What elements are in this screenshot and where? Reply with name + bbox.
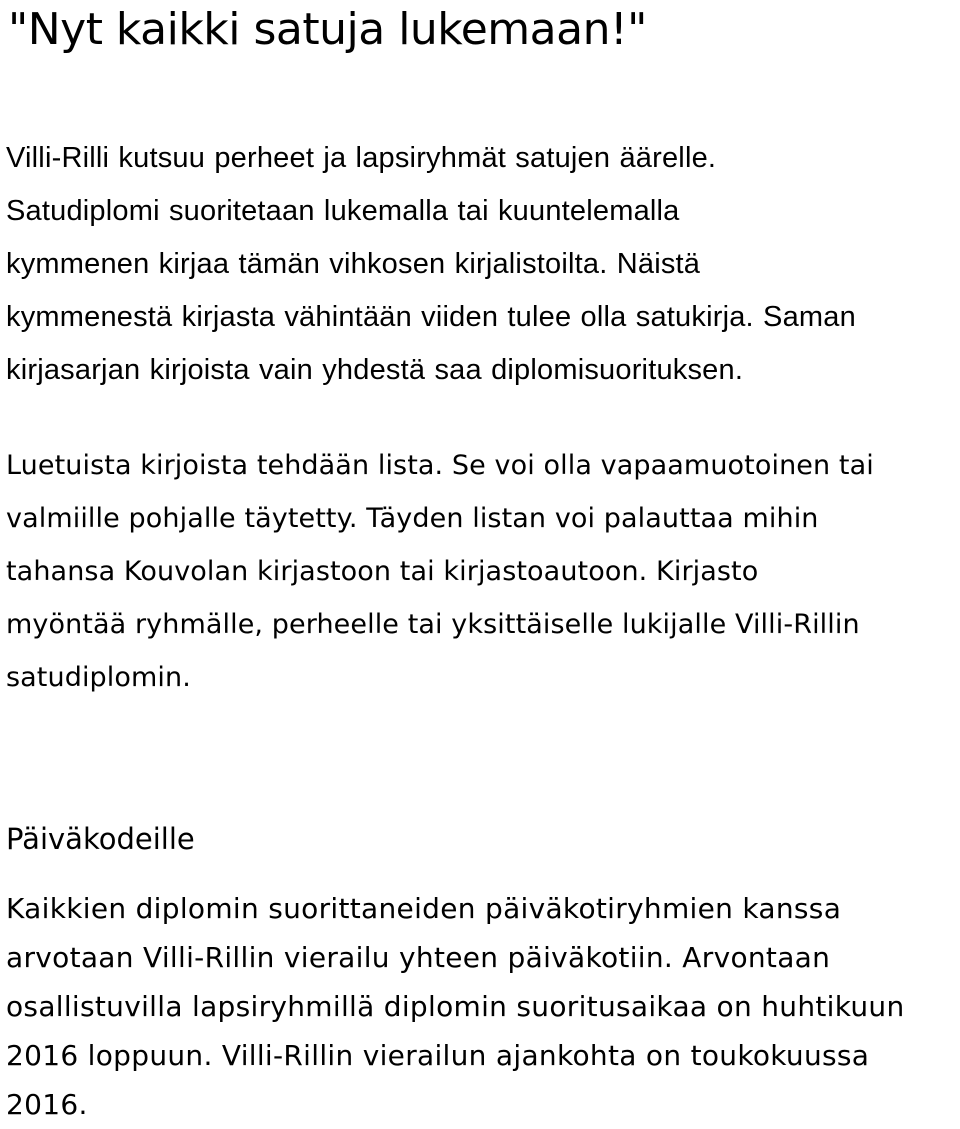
text-line: satudiplomin. xyxy=(6,662,191,693)
text-line: 2016. xyxy=(6,1088,88,1121)
text-line: arvotaan Villi-Rillin vierailu yhteen päiväkotiin. Arvontaan xyxy=(6,941,831,974)
intro-paragraph xyxy=(6,132,856,397)
text-line: tahansa Kouvolan kirjastoon tai kirjastoautoon. Kirjasto xyxy=(6,556,759,587)
text-line: Satudiplomi suoritetaan lukemalla tai kuuntelemalla xyxy=(6,195,680,227)
text-line: osallistuvilla lapsiryhmillä diplomin suoritusaikaa on huhtikuun xyxy=(6,990,905,1023)
text-line: valmiille pohjalle täytetty. Täyden listan voi palauttaa mihin xyxy=(6,503,819,534)
text-line: kirjasarjan kirjoista vain yhdestä saa diplomisuorituksen. xyxy=(6,354,744,386)
text-line: kymmenen kirjaa tämän vihkosen kirjalistoilta. Näistä xyxy=(6,248,701,280)
text-line: myöntää ryhmälle, perheelle tai yksittäiselle lukijalle Villi-Rillin xyxy=(6,609,860,640)
text-line: Kaikkien diplomin suorittaneiden päiväkotiryhmien kanssa xyxy=(6,892,842,925)
page-title: "Nyt kaikki satuja lukemaan!" xyxy=(8,4,647,55)
section-paragraph xyxy=(6,884,905,1129)
text-line: Villi-Rilli kutsuu perheet ja lapsiryhmät satujen äärelle. xyxy=(6,142,717,174)
text-line: kymmenestä kirjasta vähintään viiden tulee olla satukirja. Saman xyxy=(6,301,856,333)
text-line: Luetuista kirjoista tehdään lista. Se voi olla vapaamuotoinen tai xyxy=(6,450,874,481)
text-line: 2016 loppuun. Villi-Rillin vierailun ajankohta on toukokuussa xyxy=(6,1039,870,1072)
section-heading: Päiväkodeille xyxy=(6,822,195,856)
list-paragraph xyxy=(6,439,874,704)
